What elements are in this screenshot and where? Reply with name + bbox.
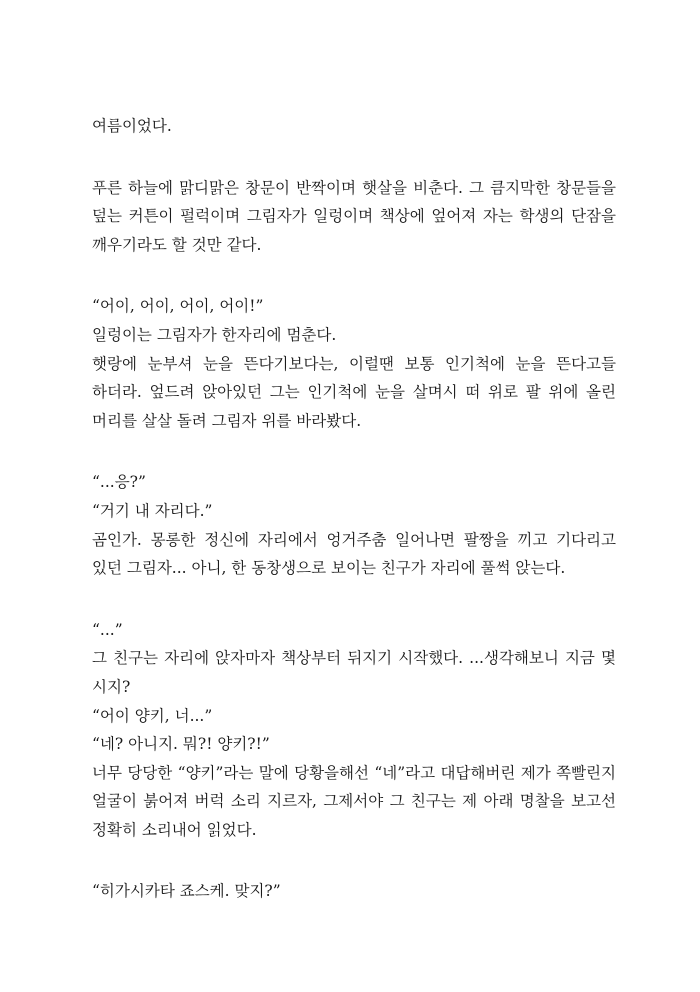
paragraph: 그 친구는 자리에 앉자마자 책상부터 뒤지기 시작했다. ...생각해보니 지금 몇 시지? <box>92 649 616 696</box>
paragraph: 일렁이는 그림자가 한자리에 멈춘다. <box>92 325 337 344</box>
paragraph: 햇랑에 눈부셔 눈을 뜬다기보다는, 이럴땐 보통 인기척에 눈을 뜬다고들 하더라. 엎드려 앉아있던 그는 인기척에 눈을 살며시 떠 위로 팔 위에 올린 머리를 살살 돌려 그림자 위를 바라봤다. <box>92 354 616 430</box>
paragraph-gap <box>92 435 616 468</box>
dialogue-line: “히가시카타 죠스케. 맞지?” <box>92 882 281 901</box>
paragraph: 너무 당당한 “양키”라는 말에 당황을해선 “네”라고 대답해버린 제가 쪽빨린지 얼굴이 붉어져 버럭 소리 지르자, 그제서야 그 친구는 제 아래 명찰을 보고선 정확히 소리내어 읽었다. <box>92 763 616 839</box>
dialogue-line: “네? 아니지. 뭐?! 양키?!” <box>92 735 270 754</box>
paragraph: 푸른 하늘에 맑디맑은 창문이 반짝이며 햇살을 비춘다. 그 큼지막한 창문들을 덮는 커튼이 펄럭이며 그림자가 일렁이며 책상에 엎어져 자는 학생의 단잠을 깨우기라도 할 것만 같다. <box>92 178 616 254</box>
paragraph: 여름이었다. <box>92 117 172 135</box>
paragraph-gap <box>92 259 616 292</box>
paragraph-gap <box>92 844 616 877</box>
dialogue-line: “...” <box>92 620 123 639</box>
paragraph: 곰인가. 몽롱한 정신에 자리에서 엉거주춤 일어나면 팔짱을 끼고 기다리고 있던 그림자... 아니, 한 동창생으로 보이는 친구가 자리에 풀썩 앉는다. <box>92 530 616 578</box>
dialogue-line: “...응?” <box>92 473 146 492</box>
dialogue-line: “어이, 어이, 어이, 어이!” <box>92 297 264 316</box>
paragraph-gap <box>92 583 616 616</box>
dialogue-line: “어이 양키, 너...” <box>92 706 213 725</box>
paragraph-gap <box>92 141 616 174</box>
dialogue-line: “거기 내 자리다.” <box>92 501 213 520</box>
